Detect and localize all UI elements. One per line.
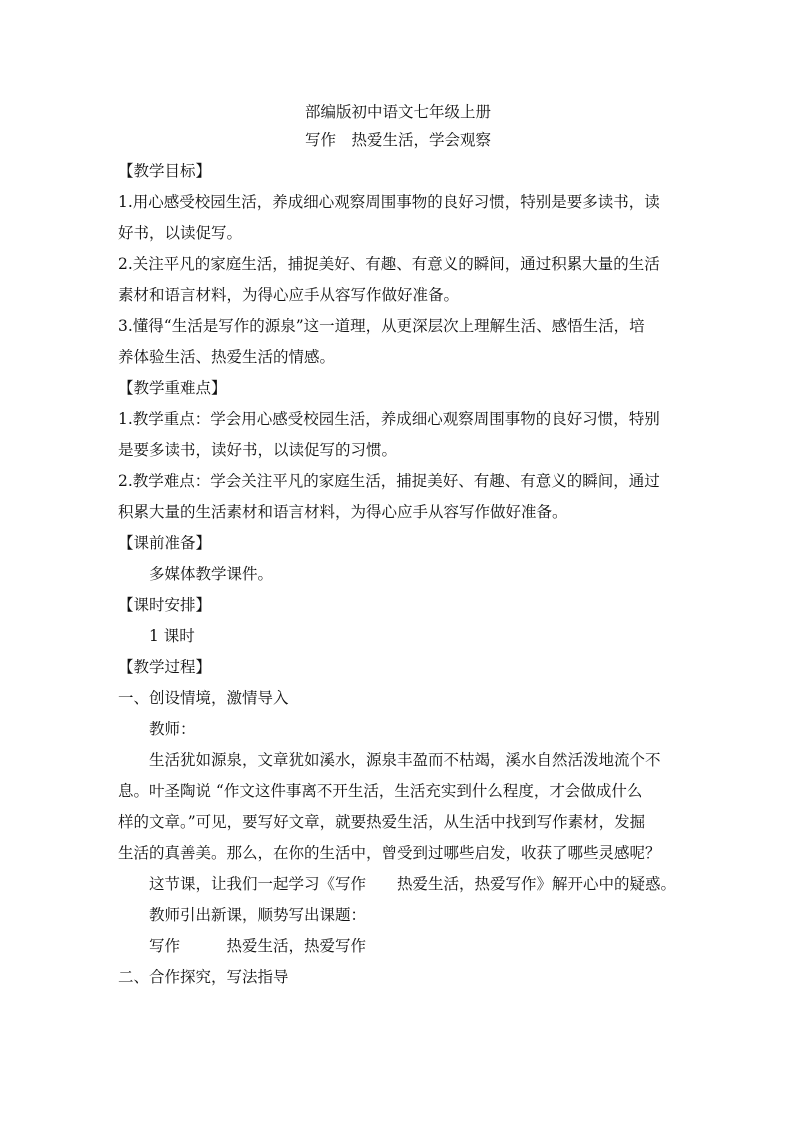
lesson-topic: 写作 热爱生活，热爱写作 <box>149 937 367 955</box>
paragraph-1-line-4: 生活的真善美。那么，在你的生活中，曾受到过哪些启发，收获了哪些灵感呢？ <box>118 844 661 862</box>
step-2-heading: 二、合作探究，写法指导 <box>118 968 289 986</box>
objective-2-line-1: 2.关注平凡的家庭生活，捕捉美好、有趣、有意义的瞬间，通过积累大量的生活 <box>118 255 660 273</box>
document-subtitle: 写作 热爱生活，学会观察 <box>304 131 491 149</box>
keypoints-heading: 【教学重难点】 <box>118 379 227 397</box>
step-1-heading: 一、创设情境，激情导入 <box>118 689 289 707</box>
objective-2-line-2: 素材和语言材料，为得心应手从容写作做好准备。 <box>118 286 460 304</box>
paragraph-2: 这节课，让我们一起学习《写作 热爱生活，热爱写作》解开心中的疑惑。 <box>149 875 677 893</box>
process-heading: 【教学过程】 <box>118 658 212 676</box>
objectives-heading: 【教学目标】 <box>118 162 212 180</box>
keypoint-2-line-2: 积累大量的生活素材和语言材料，为得心应手从容写作做好准备。 <box>118 503 568 521</box>
keypoint-1-line-2: 是要多读书，读好书，以读促写的习惯。 <box>118 441 398 459</box>
document-title: 部编版初中语文七年级上册 <box>304 103 491 121</box>
keypoint-2-line-1: 2.教学难点：学会关注平凡的家庭生活，捕捉美好、有趣、有意义的瞬间，通过 <box>118 472 660 490</box>
objective-3-line-1: 3.懂得“生活是写作的源泉”这一道理，从更深层次上理解生活、感悟生活，培 <box>118 317 645 335</box>
schedule-text: 1 课时 <box>149 627 195 645</box>
paragraph-1-line-2: 息。叶圣陶说 “作文这件事离不开生活，生活充实到什么程度，才会做成什么 <box>118 782 643 800</box>
prep-heading: 【课前准备】 <box>118 534 212 552</box>
paragraph-3: 教师引出新课，顺势写出课题： <box>149 906 367 924</box>
paragraph-1-line-3: 样的文章。”可见，要写好文章，就要热爱生活，从生活中找到写作素材，发掘 <box>118 813 646 831</box>
prep-text: 多媒体教学课件。 <box>149 565 274 583</box>
paragraph-1-line-1: 生活犹如源泉，文章犹如溪水，源泉丰盈而不枯竭，溪水自然活泼地流个不 <box>149 751 661 769</box>
document-page <box>118 98 678 993</box>
objective-1-line-1: 1.用心感受校园生活，养成细心观察周围事物的良好习惯，特别是要多读书，读 <box>118 193 660 211</box>
keypoint-1-line-1: 1.教学重点：学会用心感受校园生活，养成细心观察周围事物的良好习惯，特别 <box>118 410 660 428</box>
schedule-heading: 【课时安排】 <box>118 596 212 614</box>
teacher-label: 教师： <box>149 720 196 738</box>
objective-3-line-2: 养体验生活、热爱生活的情感。 <box>118 348 336 366</box>
objective-1-line-2: 好书，以读促写。 <box>118 224 243 242</box>
